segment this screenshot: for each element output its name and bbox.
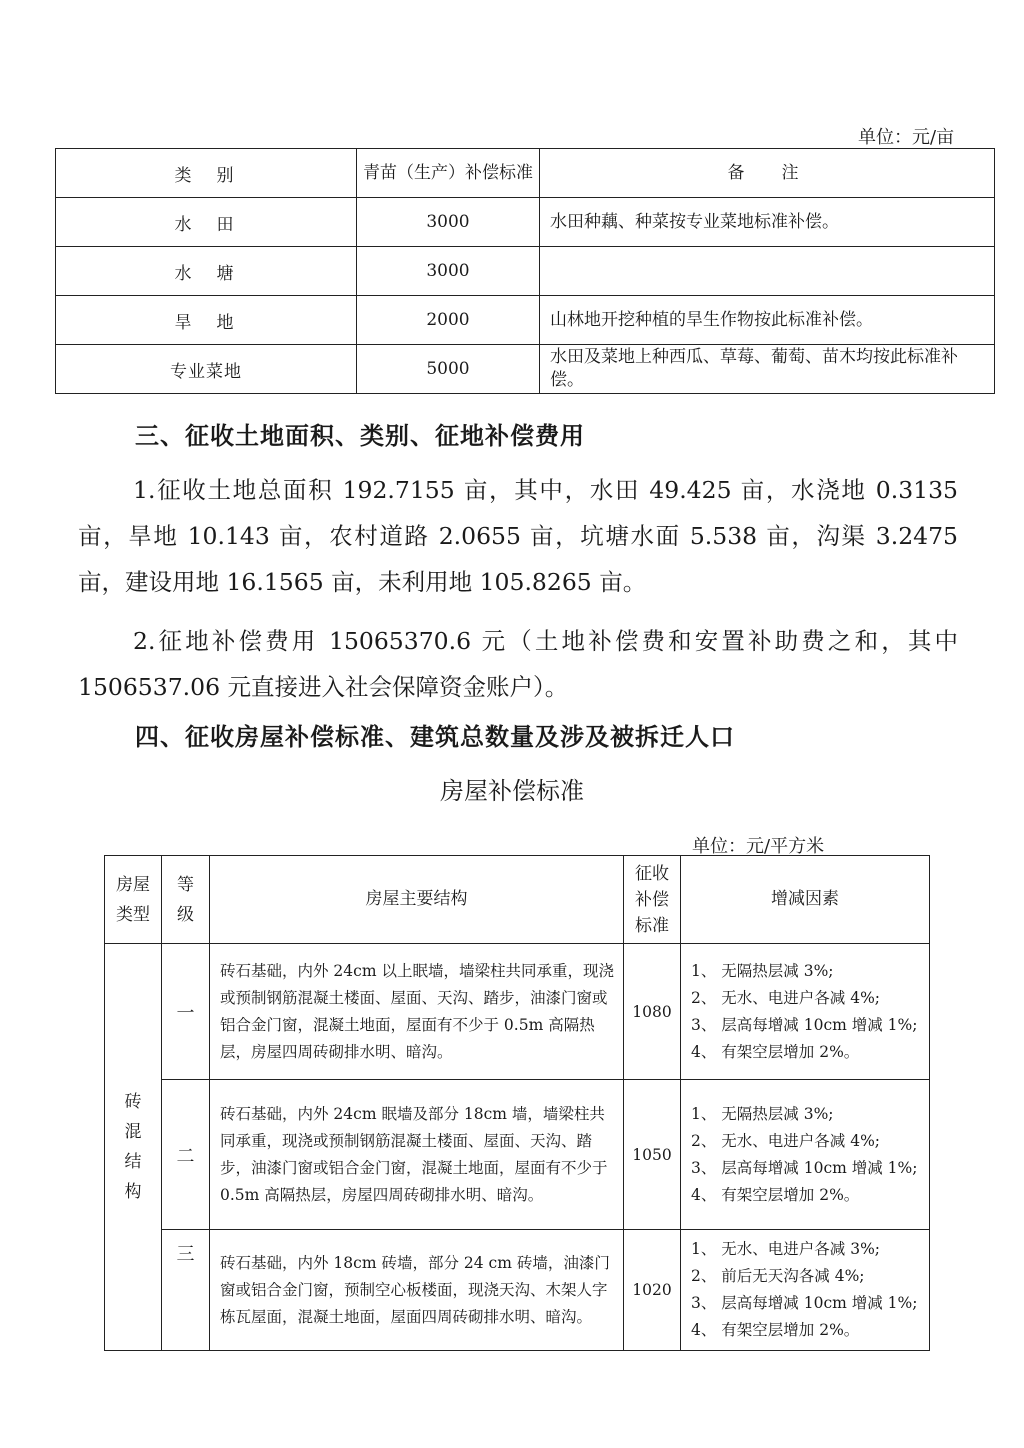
structure-cell: 砖石基础，内外 18cm 砖墙，部分 24 cm 砖墙，油漆门窗或铝合金门窗，预制空心板楼面，现浇天沟、木架人字栋瓦屋面，混凝土地面，屋面四周砖砌排水明、暗沟。 <box>210 1230 624 1351</box>
factor-item: 1、 无水、电进户各减 3%; <box>691 1240 881 1258</box>
table-header-row <box>56 149 995 198</box>
section3-heading: 三、征收土地面积、类别、征地补偿费用 <box>135 422 585 450</box>
structure-cell: 砖石基础，内外 24cm 眠墙及部分 18cm 墙，墙梁柱共同承重，现浇或预制钢筋混凝土楼面、屋面、天沟、踏步，油漆门窗或铝合金门窗，混凝土地面，屋面有不少于 0.5m 高隔热层，房屋四周砖砌排水明、暗沟。 <box>210 1080 624 1230</box>
table-row <box>105 1080 930 1230</box>
header-factors: 增减因素 <box>681 856 930 944</box>
header-structure: 房屋主要结构 <box>210 856 624 944</box>
row-remark <box>540 247 995 296</box>
house-compensation-table <box>104 855 930 1351</box>
structure-cell: 砖石基础，内外 24cm 以上眠墙，墙梁柱共同承重，现浇或预制钢筋混凝土楼面、屋面、天沟、踏步，油漆门窗或铝合金门窗，混凝土地面，屋面有不少于 0.5m 高隔热层，房屋四周砖砌排水明、暗沟。 <box>210 944 624 1080</box>
factor-item: 3、 层高每增减 10cm 增减 1%; <box>691 1294 918 1312</box>
factor-item: 1、 无隔热层减 3%; <box>691 961 834 980</box>
factors-cell <box>681 944 930 1080</box>
standard-cell: 1020 <box>624 1230 681 1351</box>
table-row <box>56 247 995 296</box>
header-type: 房屋类型 <box>105 856 162 944</box>
factor-item: 2、 前后无天沟各减 4%; <box>691 1267 865 1285</box>
section3-paragraph-1: 1.征收土地总面积 192.7155 亩，其中，水田 49.425 亩，水浇地 0.3135 亩，旱地 10.143 亩，农村道路 2.0655 亩，坑塘水面 5.538 亩，沟渠 3.2475 亩，建设用地 16.1565 亩，未利用地 105.8265 亩。 <box>78 476 958 596</box>
section3-paragraph-2: 2.征地补偿费用 15065370.6 元（土地补偿费和安置补助费之和，其中 1506537.06 元直接进入社会保障资金账户）。 <box>78 627 958 701</box>
factor-item: 3、 层高每增减 10cm 增减 1%; <box>691 1015 918 1034</box>
factor-item: 1、 无隔热层减 3%; <box>691 1104 834 1123</box>
table-row <box>105 1230 930 1351</box>
house-table-title: 房屋补偿标准 <box>440 777 584 805</box>
factors-cell <box>681 1230 930 1351</box>
crop-compensation-table <box>55 148 995 394</box>
row-category: 旱 地 <box>56 296 357 345</box>
factors-cell <box>681 1080 930 1230</box>
header-category: 类 别 <box>56 149 357 198</box>
row-remark: 山林地开挖种植的旱生作物按此标准补偿。 <box>540 296 995 345</box>
factor-item: 3、 层高每增减 10cm 增减 1%; <box>691 1158 918 1177</box>
house-table-unit: 单位：元/平方米 <box>692 836 825 857</box>
header-remark: 备 注 <box>540 149 995 198</box>
row-category: 专业菜地 <box>56 345 357 394</box>
row-category: 水 塘 <box>56 247 357 296</box>
row-standard: 3000 <box>357 247 540 296</box>
grade-cell: 二 <box>162 1080 210 1230</box>
table-row <box>56 345 995 394</box>
standard-cell: 1050 <box>624 1080 681 1230</box>
factor-item: 2、 无水、电进户各减 4%; <box>691 988 881 1007</box>
row-standard: 2000 <box>357 296 540 345</box>
standard-cell: 1080 <box>624 944 681 1080</box>
grade-cell: 一 <box>162 944 210 1080</box>
header-standard: 征收补偿标准 <box>624 856 681 944</box>
row-standard: 5000 <box>357 345 540 394</box>
section4-heading: 四、征收房屋补偿标准、建筑总数量及涉及被拆迁人口 <box>135 723 735 751</box>
factor-item: 4、 有架空层增加 2%。 <box>691 1321 860 1339</box>
house-type-cell: 砖混结构 <box>105 944 162 1351</box>
top-table-unit: 单位：元/亩 <box>858 127 955 148</box>
factor-item: 2、 无水、电进户各减 4%; <box>691 1131 881 1150</box>
row-remark: 水田及菜地上种西瓜、草莓、葡萄、苗木均按此标准补偿。 <box>540 345 995 394</box>
row-standard: 3000 <box>357 198 540 247</box>
table-row <box>56 198 995 247</box>
grade-cell: 三 <box>162 1230 210 1351</box>
header-standard: 青苗（生产）补偿标准 <box>357 149 540 198</box>
table-row <box>105 944 930 1080</box>
table-row <box>56 296 995 345</box>
factor-item: 4、 有架空层增加 2%。 <box>691 1185 860 1204</box>
row-remark: 水田种藕、种菜按专业菜地标准补偿。 <box>540 198 995 247</box>
factor-item: 4、 有架空层增加 2%。 <box>691 1042 860 1061</box>
table-header-row <box>105 856 930 944</box>
row-category: 水 田 <box>56 198 357 247</box>
header-grade: 等级 <box>162 856 210 944</box>
